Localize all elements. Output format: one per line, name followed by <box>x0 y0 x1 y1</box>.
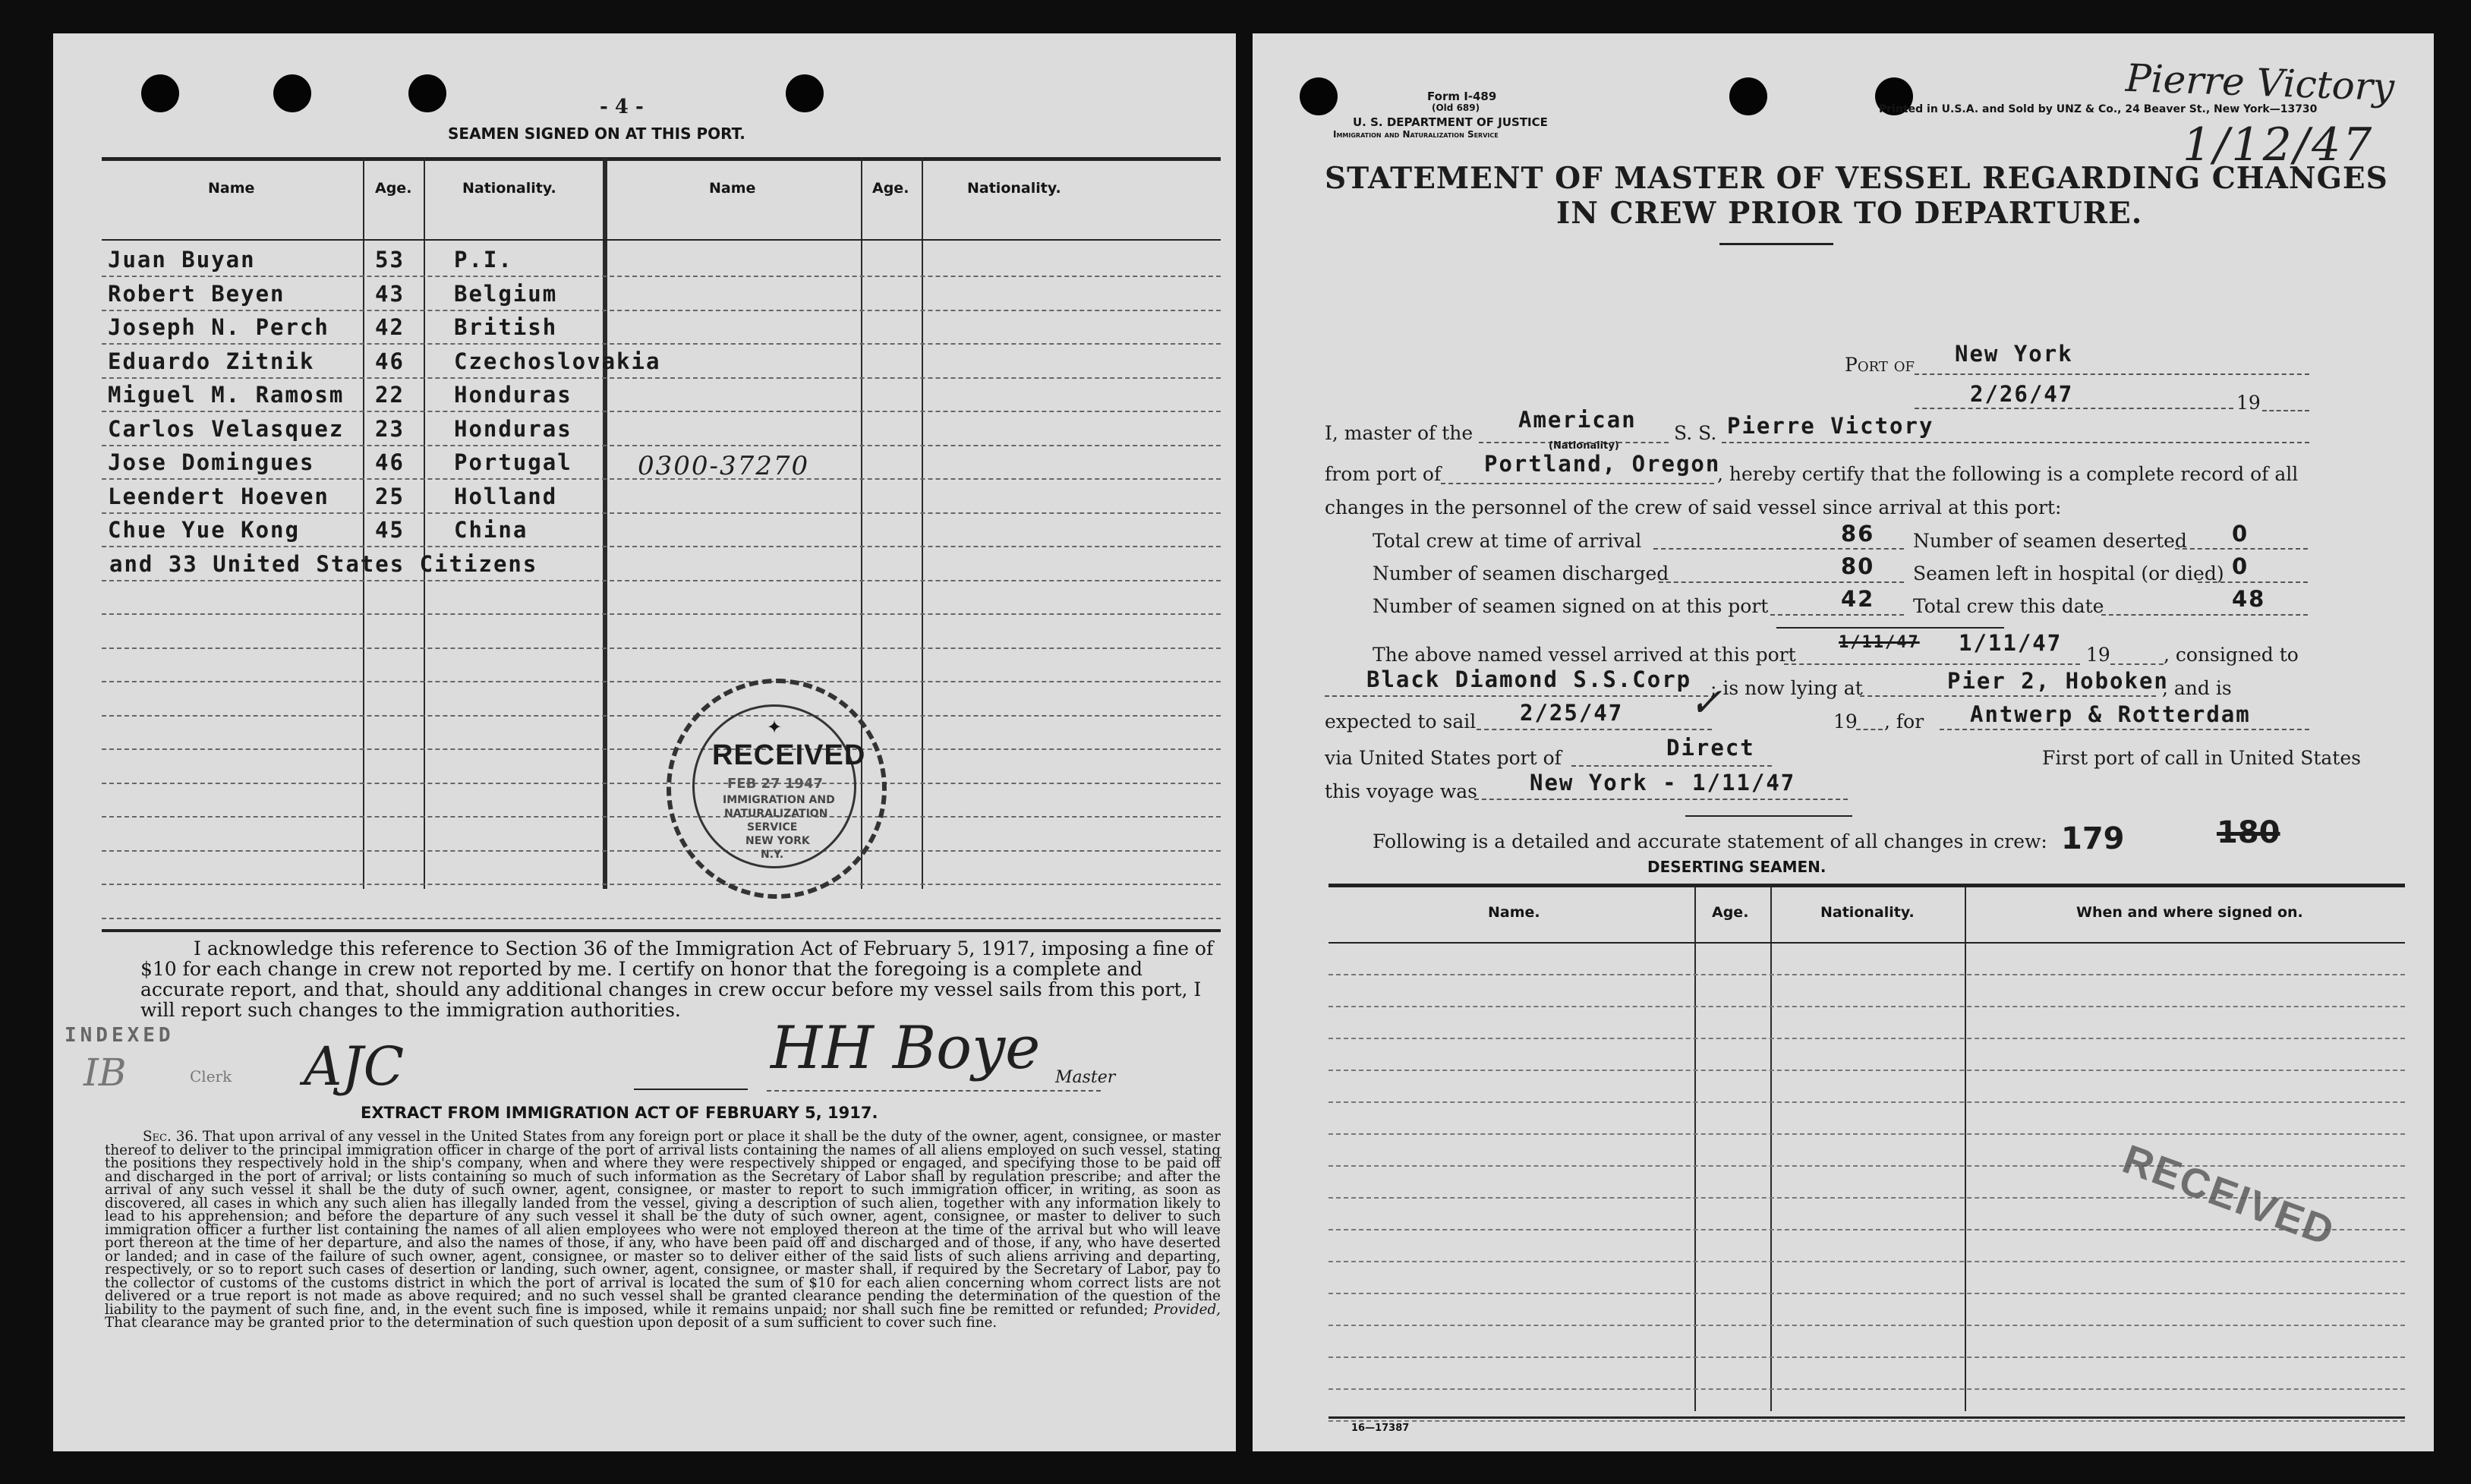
header-age-2: Age. <box>872 180 909 197</box>
page-number: - 4 - <box>600 96 644 118</box>
year-prefix-2: 19 <box>2086 644 2110 666</box>
from-port-label: from port of <box>1325 463 1442 485</box>
punch-hole <box>1729 77 1767 115</box>
table-row <box>102 547 1221 581</box>
handwritten-date: 1/12/47 <box>2183 118 2375 172</box>
table-bottom-rule <box>102 929 1221 932</box>
cell-name: Jose Domingues <box>108 449 315 475</box>
header-name: Name. <box>1488 904 1540 921</box>
header-nationality: Nationality. <box>462 180 556 197</box>
indexed-initials: IB <box>84 1051 127 1095</box>
master-label: Master <box>1055 1068 1116 1087</box>
cell-age: 43 <box>375 280 405 307</box>
crew-change-count-struck: 180 <box>2217 815 2280 850</box>
discharged-value: 80 <box>1841 553 1875 579</box>
fill-line <box>2101 614 2308 616</box>
total-arrival-value: 86 <box>1841 521 1875 547</box>
footer-code: 16—17387 <box>1351 1423 1410 1434</box>
cell-nationality: China <box>454 517 528 543</box>
crew-change-count: 179 <box>2061 821 2125 856</box>
fill-line <box>1571 765 1772 767</box>
fill-line <box>2262 410 2309 411</box>
cell-age: 46 <box>375 348 405 374</box>
cell-age: 42 <box>375 314 405 340</box>
fill-line <box>1770 614 1904 616</box>
total-date-label: Total crew this date <box>1913 595 2104 617</box>
table-row <box>1328 1135 2405 1167</box>
table-row <box>102 411 1221 446</box>
section-proviso: Provided, <box>1153 1301 1221 1318</box>
stamp-line: NATURALIZATION <box>724 808 828 820</box>
table-row <box>102 276 1221 311</box>
fill-line <box>2175 548 2308 550</box>
acknowledgment-text: I acknowledge this reference to Section 36 of the Immigration Act of February 5, 1917, imposing a fine of $10 for each change in crew not reported by me. I certify on honor that the foregoing is a complete and accurate report, and that, should any additional changes in crew occur before my vessel sails from this port, I will report such changes to the immigration authorities. <box>140 937 1214 1021</box>
cell-name: Chue Yue Kong <box>108 517 300 543</box>
table-row <box>1328 1326 2405 1358</box>
header-nationality-2: Nationality. <box>967 180 1061 197</box>
section-body: That upon arrival of any vessel in the United States from any foreign port or place it shall be the duty of the owner, agent, consignee, or master thereof to deliver to the principal immigration officer in charge of the port of arrival lists containing the names of all aliens employed on such vessel, stating the positions they respectively hold in the ship's company, when and where they were respectively shipped or engaged, and specifying those to be paid off and discharged in the port of arrival; or lists containing so much of such information as the Secretary of Labor shall by regulation prescribe; and after the arrival of any such vessel it shall be the duty of such owner, agent, consignee, or master to report to such immigration officer, in writing, as soon as discovered, all cases in which any such alien has illegally landed from the vessel, giving a description of such alien, together with any information likely to lead to his apprehension; and before the departure of any such vessel it shall be the duty of such owner, agent, consignee, or master to deliver to such immigration officer a further list containing the names of all alien employees who were not employed thereon at the time of the arrival but who will leave port thereon at the time of her departure, and also the names of those, if any, who have been paid off and discharged and of those, if any, who have deserted or landed; and in case of the failure of such owner, agent, consignee, or master so to deliver either of the said lists of such aliens arriving and departing, respectively, or so to report such cases of desertion or landing, such owner, agent, consignee, or master shall, if required by the Secretary of Labor, pay to the collector of customs of the customs district in which the port of arrival is located the sum of $10 for each alien concerning whom correct lists are not delivered or a true report is not made as above required; and no such vessel shall be granted clearance pending the determination of the question of the liability to the payment of such fine, and, in the event such fine is imposed, while it remains unpaid; nor shall such fine be remitted or refunded; <box>105 1129 1221 1318</box>
fill-line <box>1784 663 2080 665</box>
table-row <box>1328 1294 2405 1326</box>
cell-name: Robert Beyen <box>108 280 285 307</box>
statement-date: 2/26/47 <box>1970 381 2074 407</box>
table-row <box>1328 1262 2405 1294</box>
table-row <box>102 783 1221 818</box>
section-title: SEAMEN SIGNED ON AT THIS PORT. <box>448 124 745 143</box>
total-arrival-label: Total crew at time of arrival <box>1373 530 1642 552</box>
punch-hole <box>141 74 179 112</box>
citizens-line: and 33 United States Citizens <box>109 550 538 577</box>
check-mark-icon: ✓ <box>1689 680 1722 726</box>
fill-line <box>1325 695 1708 697</box>
fill-line <box>1860 695 2156 697</box>
table-row <box>102 377 1221 412</box>
table-row <box>1328 1358 2405 1390</box>
stamp-title: RECEIVED <box>712 739 866 771</box>
table-row <box>102 850 1221 885</box>
for-label: , for <box>1884 710 1924 733</box>
header-age: Age. <box>1712 904 1749 921</box>
first-call-value: New York - 1/11/47 <box>1530 770 1796 796</box>
consigned-label: , consigned to <box>2164 644 2299 666</box>
cell-nationality: Belgium <box>454 280 558 307</box>
first-call-label: First port of call in United States <box>2042 747 2361 769</box>
deserting-title: DESERTING SEAMEN. <box>1647 858 1826 876</box>
nationality-caption: (Nationality) <box>1549 440 1619 452</box>
header-age: Age. <box>375 180 412 197</box>
expected-date: 2/25/47 <box>1520 700 1624 726</box>
arrived-label: The above named vessel arrived at this port <box>1373 644 1796 666</box>
table-row <box>1328 975 2405 1007</box>
right-page <box>1253 33 2434 1451</box>
indexed-stamp: INDEXED <box>65 1024 175 1047</box>
lying-label: ; is now lying at <box>1710 677 1863 699</box>
cell-name: Miguel M. Ramosm <box>108 382 345 408</box>
fill-line <box>1856 729 1883 730</box>
table-row <box>1328 1007 2405 1039</box>
total-date-value: 48 <box>2232 586 2266 612</box>
this-voyage-label: this voyage was <box>1325 780 1478 802</box>
hospital-value: 0 <box>2232 553 2249 579</box>
service: Immigration and Naturalization Service <box>1333 129 1499 140</box>
stamp-star-icon: ✦ <box>767 717 783 738</box>
via-label: via United States port of <box>1325 747 1562 769</box>
via-port-value: Direct <box>1666 735 1755 761</box>
cell-name: Juan Buyan <box>108 247 256 273</box>
header-name-2: Name <box>709 180 756 197</box>
header-when-where: When and where signed on. <box>2076 904 2303 921</box>
stamp-line: IMMIGRATION AND <box>723 794 835 806</box>
header-nationality: Nationality. <box>1820 904 1915 921</box>
cell-name: Eduardo Zitnik <box>108 348 315 374</box>
cell-age: 45 <box>375 517 405 543</box>
department: U. S. DEPARTMENT OF JUSTICE <box>1353 115 1548 129</box>
table-bottom-rule <box>1328 1416 2405 1419</box>
form-old: (Old 689) <box>1432 102 1480 113</box>
ss-label: S. S. <box>1674 422 1717 444</box>
table-row <box>102 580 1221 615</box>
table-row <box>102 310 1221 345</box>
cell-nationality: Holland <box>454 483 558 509</box>
punch-hole <box>408 74 446 112</box>
deserted-label: Number of seamen deserted <box>1913 530 2187 552</box>
form-number: Form I-489 <box>1427 90 1497 103</box>
punch-hole <box>273 74 311 112</box>
section-end: That clearance may be granted prior to the determination of such question upon deposit of a sum sufficient to cover such fine. <box>105 1315 998 1331</box>
stamp-line: SERVICE <box>747 821 798 833</box>
fill-line <box>1477 729 1712 730</box>
form-title-line2: IN CREW PRIOR TO DEPARTURE. <box>1556 196 2143 231</box>
from-port-value: Portland, Oregon <box>1484 451 1721 477</box>
stats-rule <box>1776 627 2004 629</box>
cell-age: 25 <box>375 483 405 509</box>
fill-line <box>1722 442 2309 443</box>
section-36-text <box>105 1130 1221 1330</box>
stamp-line: N.Y. <box>761 849 784 861</box>
port-of-label: Port of <box>1845 354 1915 376</box>
nationality-value: American <box>1518 407 1637 433</box>
fill-line <box>1441 483 1714 484</box>
lying-at-value: Pier 2, Hoboken <box>1947 668 2169 694</box>
fill-line <box>1940 729 2309 730</box>
table-row <box>102 647 1221 682</box>
cell-nationality: Czechoslovakia <box>454 348 661 374</box>
signed-on-value: 42 <box>1841 586 1875 612</box>
table-row <box>1328 1422 2405 1451</box>
arrived-date: 1/11/47 <box>1959 630 2063 656</box>
fill-line <box>1915 408 2233 409</box>
section-label: Sec. 36. <box>143 1129 198 1145</box>
table-row <box>1328 944 2405 975</box>
table-row <box>102 715 1221 750</box>
form-title-line1: STATEMENT OF MASTER OF VESSEL REGARDING CHANGES <box>1325 161 2388 196</box>
header-rule <box>102 239 1221 241</box>
handwritten-initials: AJC <box>304 1035 405 1098</box>
cell-nationality: Honduras <box>454 415 572 442</box>
fill-line <box>1474 799 1848 800</box>
signature-rule-left <box>634 1089 748 1090</box>
punch-hole <box>1300 77 1338 115</box>
table-row <box>102 749 1221 784</box>
signed-on-label: Number of seamen signed on at this port <box>1373 595 1769 617</box>
table-row <box>1328 1039 2405 1071</box>
and-is-label: , and is <box>2162 677 2232 699</box>
deserting-seamen-table <box>1328 887 2405 1419</box>
port-of-value: New York <box>1955 341 2073 367</box>
seamen-signed-on-table <box>102 157 1221 916</box>
cell-name: Leendert Hoeven <box>108 483 329 509</box>
table-row <box>102 479 1221 514</box>
arrived-date-struck: 1/11/47 <box>1839 633 1920 652</box>
cell-name: Joseph N. Perch <box>108 314 329 340</box>
fill-line <box>1915 373 2309 375</box>
header-name: Name <box>208 180 255 197</box>
cell-age: 53 <box>375 247 405 273</box>
clerk-label: Clerk <box>190 1067 232 1085</box>
table-row <box>102 682 1221 717</box>
title-rule <box>1719 243 1833 245</box>
extract-title: EXTRACT FROM IMMIGRATION ACT OF FEBRUARY 5, 1917. <box>361 1104 878 1122</box>
table-row <box>1328 1230 2405 1262</box>
fill-line <box>2198 581 2308 583</box>
hospital-label: Seamen left in hospital (or died) <box>1913 562 2224 584</box>
stamp-date: FEB 27 1947 <box>727 776 823 792</box>
table-row <box>102 344 1221 379</box>
stamp-line: NEW YORK <box>745 835 810 847</box>
expected-label: expected to sail <box>1325 710 1477 733</box>
signature-line <box>767 1090 1101 1092</box>
consignee-value: Black Diamond S.S.Corp <box>1366 666 1692 692</box>
fill-line <box>1653 548 1904 550</box>
cell-name: Carlos Velasquez <box>108 415 345 442</box>
cell-nationality: Honduras <box>454 382 572 408</box>
year-prefix-3: 19 <box>1833 710 1858 733</box>
received-stamp <box>667 679 887 899</box>
faded-received-stamp: RECEIVED <box>2116 1136 2341 1256</box>
table-row <box>102 512 1221 547</box>
handwritten-file-number: 0300-37270 <box>638 451 810 481</box>
printer-line: Printed in U.S.A. and Sold by UNZ & Co., 24 Beaver St., New York—13730 <box>1879 103 2318 115</box>
certify-text: , hereby certify that the following is a complete record of all <box>1717 463 2299 485</box>
cell-age: 23 <box>375 415 405 442</box>
table-row <box>102 614 1221 649</box>
cell-age: 46 <box>375 449 405 475</box>
table-row <box>1328 1103 2405 1135</box>
punch-hole <box>786 74 824 112</box>
left-page <box>53 33 1236 1451</box>
cell-nationality: Portugal <box>454 449 572 475</box>
voyage-rule <box>1685 815 1852 817</box>
fill-line <box>1659 581 1904 583</box>
cell-nationality: P.I. <box>454 247 513 273</box>
discharged-label: Number of seamen discharged <box>1373 562 1669 584</box>
following-label: Following is a detailed and accurate statement of all changes in crew: <box>1373 830 2047 852</box>
fill-line <box>2110 663 2164 665</box>
destination-value: Antwerp & Rotterdam <box>1970 701 2251 727</box>
master-signature: HH Boye <box>771 1014 1041 1082</box>
changes-text: changes in the personnel of the crew of said vessel since arrival at this port: <box>1325 496 2062 518</box>
deserted-value: 0 <box>2232 521 2249 547</box>
table-row <box>102 884 1221 919</box>
cell-age: 22 <box>375 382 405 408</box>
vessel-name: Pierre Victory <box>1727 413 1934 439</box>
table-row <box>1328 1071 2405 1103</box>
cell-nationality: British <box>454 314 558 340</box>
year-prefix: 19 <box>2236 392 2261 414</box>
table-row <box>102 242 1221 277</box>
handwritten-ship-name: Pierre Victory <box>2125 55 2395 110</box>
table-row <box>102 817 1221 852</box>
master-of-label: I, master of the <box>1325 422 1473 444</box>
